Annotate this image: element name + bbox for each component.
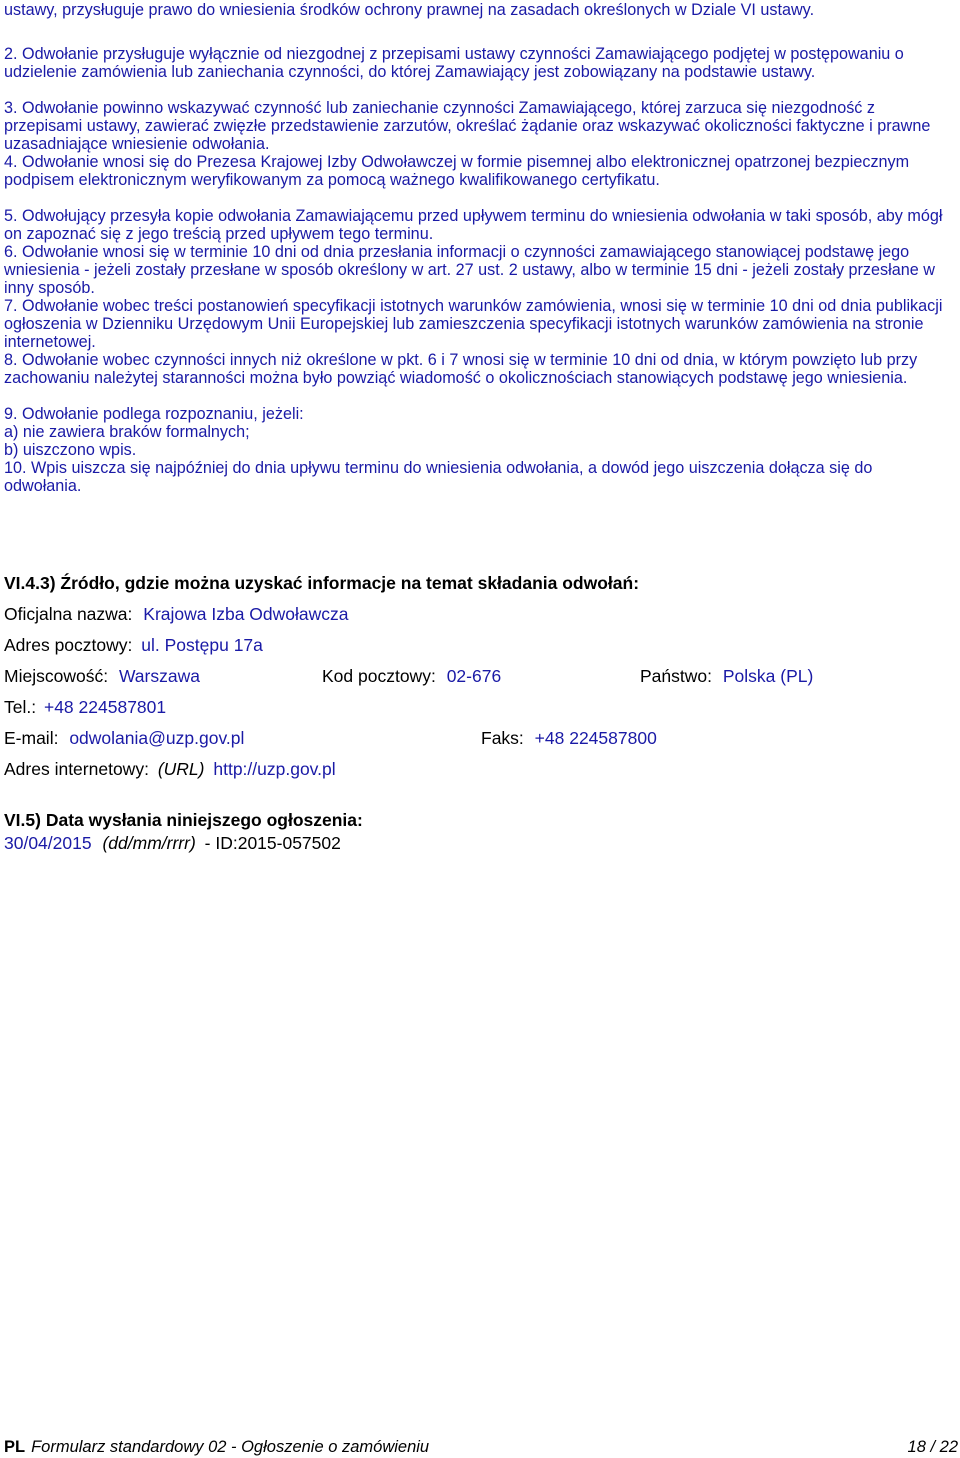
website-link[interactable]: http://uzp.gov.pl — [213, 759, 336, 779]
appeal-text-point-4: 4. Odwołanie wnosi się do Prezesa Krajowej Izby Odwoławczej w formie pisemnej albo elektronicznej opatrzonej bezpiecznym podpisem elektronicznym weryfikowanym za pomocą ważnego kwalifikowanego certyfikatu. — [4, 153, 910, 189]
website-label: Adres internetowy: — [4, 759, 149, 779]
tel-value: +48 224587801 — [43, 697, 167, 717]
notice-id: - ID:2015-057502 — [204, 833, 341, 853]
fax-label: Faks: — [481, 728, 524, 748]
email-link[interactable]: odwolania@uzp.gov.pl — [69, 728, 245, 748]
official-name-value: Krajowa Izba Odwoławcza — [143, 604, 349, 624]
dispatch-date-format: (dd/mm/rrrr) — [102, 833, 196, 853]
tel-label: Tel.: — [4, 697, 37, 717]
website-row — [4, 758, 336, 780]
fax-row — [481, 727, 657, 749]
page-footer — [4, 1437, 958, 1457]
appeal-text-point-8: 8. Odwołanie wobec czynności innych niż określone w pkt. 6 i 7 wnosi się w terminie 10 dni od dnia, w którym powzięto lub przy zachowaniu należytej staranności można było powziąć wiadomość o okolicznościach stanowiących podstawę jego wniesienia. — [4, 351, 918, 387]
section-vi-5-heading: VI.5) Data wysłania niniejszego ogłoszenia: — [4, 810, 363, 830]
postal-address-value: ul. Postępu 17a — [141, 635, 263, 655]
official-name-row — [4, 603, 349, 625]
appeal-text-intro: ustawy, przysługuje prawo do wniesienia środków ochrony prawnej na zasadach określonych w Dziale VI ustawy. — [4, 1, 815, 19]
postal-address-label: Adres pocztowy: — [4, 635, 133, 655]
dispatch-date-row — [4, 832, 341, 854]
appeal-text-point-3: 3. Odwołanie powinno wskazywać czynność lub zaniechanie czynności Zamawiającego, której zarzuca się niezgodność z przepisami ustawy, zawierać zwięzłe przedstawienie zarzutów, określać żądanie oraz wskazywać okoliczności faktyczne i prawne uzasadniające wniesienie odwołania. — [4, 99, 931, 153]
appeal-text-point-10: 10. Wpis uiszcza się najpóźniej do dnia upływu terminu do wniesienia odwołania, a dowód jego uiszczenia dołącza się do odwołania. — [4, 459, 873, 495]
appeal-text-point-2: 2. Odwołanie przysługuje wyłącznie od niezgodnej z przepisami ustawy czynności Zamawiającego podjętej w postępowaniu o udzielenie zamówienia lub zaniechania czynności, do której Zamawiający jest zobowiązany na podstawie ustawy. — [4, 45, 904, 81]
postal-code-label: Kod pocztowy: — [322, 666, 436, 686]
fax-value: +48 224587800 — [534, 728, 657, 748]
city-label: Miejscowość: — [4, 666, 109, 686]
country-label: Państwo: — [640, 666, 712, 686]
footer-language: PL — [4, 1438, 26, 1456]
postal-code-row — [322, 665, 501, 687]
official-name-label: Oficjalna nazwa: — [4, 604, 133, 624]
tel-row — [4, 696, 166, 718]
country-value: Polska (PL) — [722, 666, 814, 686]
country-row — [640, 665, 813, 687]
section-vi-4-3-heading: VI.4.3) Źródło, gdzie można uzyskać informacje na temat składania odwołań: — [4, 573, 640, 593]
postal-code-value: 02-676 — [446, 666, 502, 686]
city-row — [4, 665, 200, 687]
appeal-text-point-5: 5. Odwołujący przesyła kopie odwołania Zamawiającemu przed upływem terminu do wniesienia odwołania w taki sposób, aby mógł on zapoznać się z jego treścią przed upływem tego terminu. — [4, 207, 943, 243]
email-row — [4, 727, 244, 749]
footer-page-number: 18 / 22 — [907, 1438, 958, 1456]
appeal-text-point-7: 7. Odwołanie wobec treści postanowień specyfikacji istotnych warunków zamówienia, wnosi się w terminie 10 dni od dnia publikacji ogłoszenia w Dzienniku Urzędowym Unii Europejskiej lub zamieszczenia specyfikacji istotnych warunków zamówienia na stronie internetowej. — [4, 297, 943, 351]
website-url-hint: (URL) — [157, 759, 205, 779]
dispatch-date-value: 30/04/2015 — [4, 833, 92, 853]
appeal-text-point-6: 6. Odwołanie wnosi się w terminie 10 dni od dnia przesłania informacji o czynności zamawiającego stanowiącej podstawę jego wniesienia - jeżeli zostały przesłane w sposób określony w art. 27 ust. 2 ustawy, albo w terminie 15 dni - jeżeli zostały przesłane w inny sposób. — [4, 243, 935, 297]
appeal-text-point-9: 9. Odwołanie podlega rozpoznaniu, jeżeli: a) nie zawiera braków formalnych; b) uiszczono wpis. — [4, 405, 304, 459]
email-label: E-mail: — [4, 728, 59, 748]
footer-form-title: Formularz standardowy 02 - Ogłoszenie o zamówieniu — [31, 1438, 430, 1456]
postal-address-row — [4, 634, 263, 656]
city-value: Warszawa — [118, 666, 200, 686]
